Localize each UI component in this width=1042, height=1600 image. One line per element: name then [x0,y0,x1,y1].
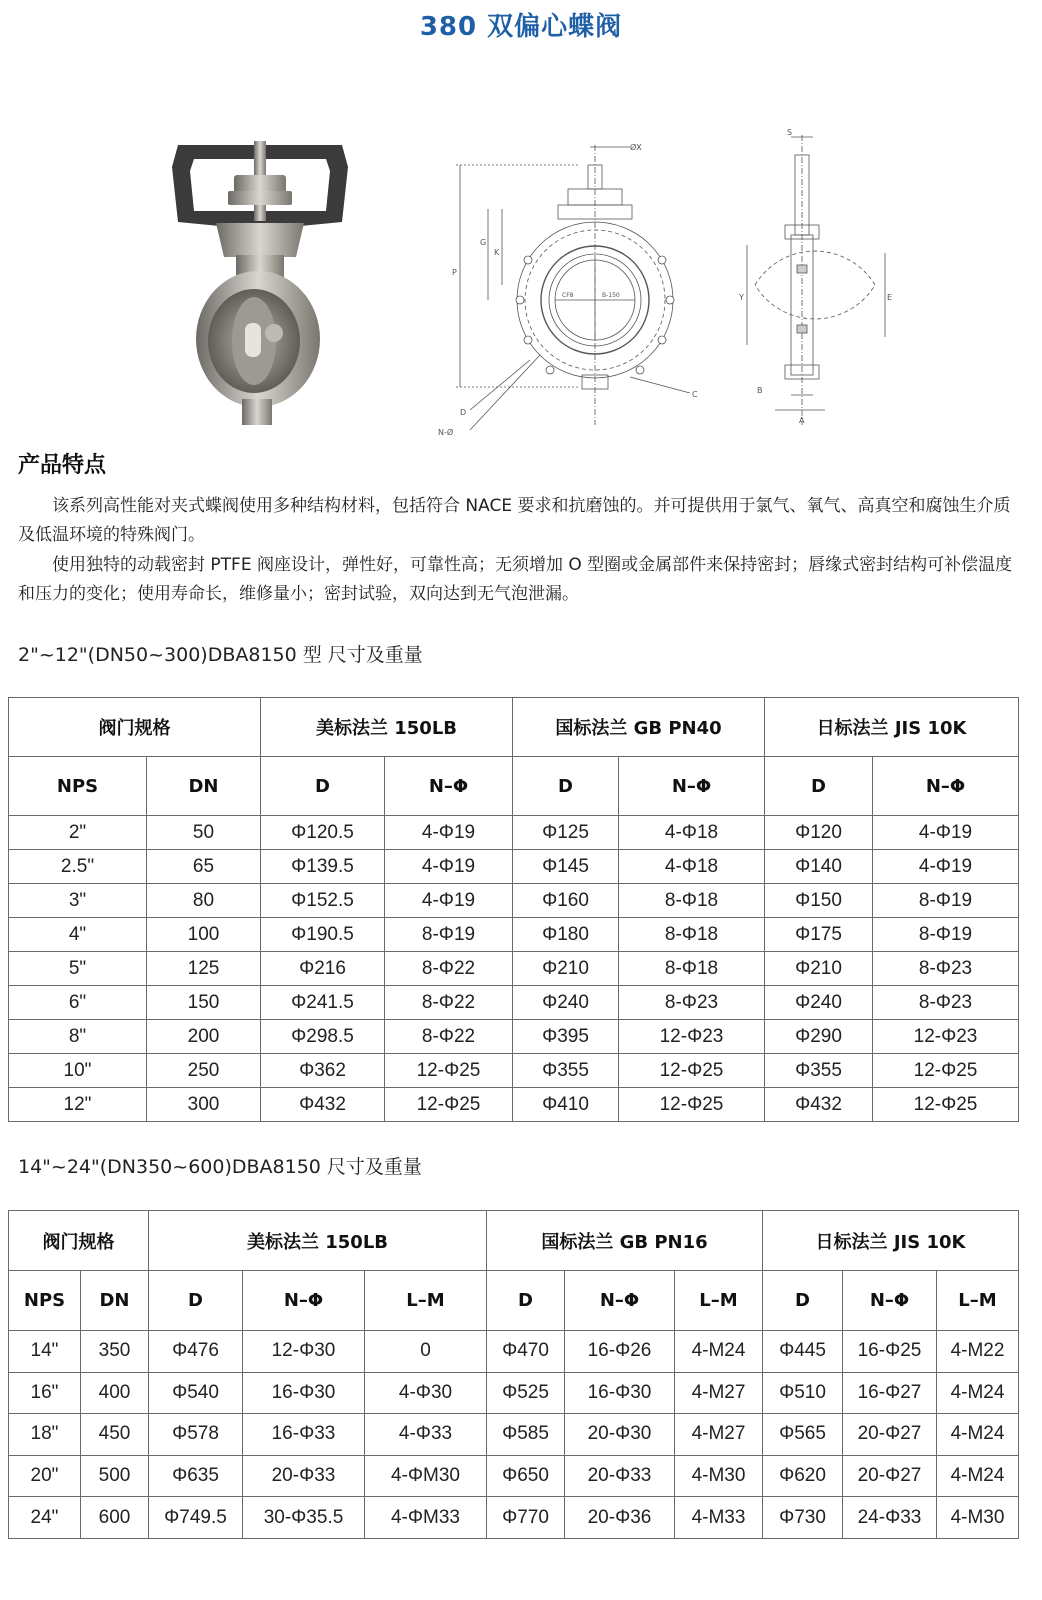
table-cell: Φ180 [513,918,619,952]
table-cell: Φ432 [765,1088,873,1122]
table1-body [9,816,1019,1122]
table-cell: Φ355 [765,1054,873,1088]
svg-text:P: P [452,268,457,277]
table-row [9,986,1019,1020]
column-header: N–Φ [619,757,765,816]
table-cell: 12-Φ25 [873,1088,1019,1122]
table-cell: 20" [9,1455,81,1497]
svg-text:B-150: B-150 [602,292,620,299]
table-cell: 20-Φ33 [565,1455,675,1497]
table-cell: Φ152.5 [261,884,385,918]
table-cell: 24-Φ33 [843,1497,937,1539]
table-cell: 20-Φ27 [843,1414,937,1456]
table-row [9,952,1019,986]
table-cell: Φ175 [765,918,873,952]
group-header: 美标法兰 150LB [261,698,513,757]
group-header: 日标法兰 JIS 10K [763,1211,1019,1271]
table-cell: 16-Φ33 [243,1414,365,1456]
table-cell: 500 [81,1455,149,1497]
table-cell: 12-Φ25 [619,1088,765,1122]
table-cell: 250 [147,1054,261,1088]
group-header: 阀门规格 [9,698,261,757]
table-cell: 4-M27 [675,1372,763,1414]
valve-photo [170,127,350,427]
svg-text:D: D [460,408,467,417]
table-cell: 4-Φ19 [385,850,513,884]
column-header: D [261,757,385,816]
table-cell: 4-Φ19 [385,816,513,850]
svg-text:B: B [757,386,763,395]
table-cell: 4-M22 [937,1331,1019,1373]
table-cell: Φ476 [149,1331,243,1373]
table-cell: Φ139.5 [261,850,385,884]
table2-body [9,1331,1019,1539]
table-cell: 8-Φ19 [873,918,1019,952]
table-row [9,1414,1019,1456]
column-header: D [149,1271,243,1331]
table-cell: Φ362 [261,1054,385,1088]
table-cell: Φ510 [763,1372,843,1414]
table-row [9,850,1019,884]
dimension-table-2 [8,1210,1019,1539]
column-header: N–Φ [243,1271,365,1331]
table2-caption: 14"~24"(DN350~600)DBA8150 尺寸及重量 [18,1156,422,1178]
table-cell: 16-Φ30 [243,1372,365,1414]
table-cell: Φ635 [149,1455,243,1497]
table-cell: 65 [147,850,261,884]
column-header: DN [147,757,261,816]
table-cell: 4-Φ18 [619,850,765,884]
table-cell: Φ160 [513,884,619,918]
table-cell: 4-M24 [937,1372,1019,1414]
table-cell: 0 [365,1331,487,1373]
table-cell: 4-Φ19 [873,816,1019,850]
table-cell: 4-ΦM30 [365,1455,487,1497]
table-cell: Φ540 [149,1372,243,1414]
table-cell: 20-Φ36 [565,1497,675,1539]
table-cell: Φ210 [513,952,619,986]
table-cell: 16-Φ26 [565,1331,675,1373]
table-row [9,1331,1019,1373]
table-row [9,1455,1019,1497]
table-row [9,1020,1019,1054]
table-cell: Φ120.5 [261,816,385,850]
table-cell: 4-Φ19 [873,850,1019,884]
table-cell: 16-Φ30 [565,1372,675,1414]
column-header: D [763,1271,843,1331]
table-row [9,816,1019,850]
svg-text:C: C [692,390,698,399]
table-cell: Φ290 [765,1020,873,1054]
table-cell: 200 [147,1020,261,1054]
table-cell: 2.5" [9,850,147,884]
table-cell: 8-Φ22 [385,986,513,1020]
table-cell: 50 [147,816,261,850]
table-cell: 20-Φ27 [843,1455,937,1497]
svg-text:S: S [787,128,793,137]
table-row [9,1372,1019,1414]
table-row [9,918,1019,952]
table-cell: Φ120 [765,816,873,850]
table1-caption: 2"~12"(DN50~300)DBA8150 型 尺寸及重量 [18,644,423,666]
table-cell: Φ470 [487,1331,565,1373]
table-cell: 100 [147,918,261,952]
table-cell: Φ620 [763,1455,843,1497]
table-cell: 4-Φ19 [385,884,513,918]
column-header: L–M [365,1271,487,1331]
table-cell: Φ445 [763,1331,843,1373]
group-header: 国标法兰 GB PN16 [487,1211,763,1271]
table-cell: 16" [9,1372,81,1414]
table-cell: Φ240 [513,986,619,1020]
column-header: L–M [675,1271,763,1331]
column-header: L–M [937,1271,1019,1331]
table-cell: 4-M30 [937,1497,1019,1539]
column-header: N–Φ [873,757,1019,816]
table-cell: 24" [9,1497,81,1539]
table-cell: 8-Φ18 [619,952,765,986]
table-cell: 4-M30 [675,1455,763,1497]
column-header: DN [81,1271,149,1331]
group-header: 阀门规格 [9,1211,149,1271]
table-cell: 8-Φ22 [385,1020,513,1054]
table-cell: 14" [9,1331,81,1373]
table-cell: 12-Φ25 [619,1054,765,1088]
table-cell: Φ355 [513,1054,619,1088]
table-cell: 12-Φ30 [243,1331,365,1373]
table-cell: Φ298.5 [261,1020,385,1054]
table-cell: 4-ΦM33 [365,1497,487,1539]
table-row [9,884,1019,918]
table-cell: 4-Φ18 [619,816,765,850]
table-cell: Φ565 [763,1414,843,1456]
column-header: D [513,757,619,816]
table-cell: 2" [9,816,147,850]
table-cell: 30-Φ35.5 [243,1497,365,1539]
table-cell: 400 [81,1372,149,1414]
table-cell: 12-Φ23 [873,1020,1019,1054]
side-view-drawing [735,125,895,445]
table-cell: 4-M27 [675,1414,763,1456]
group-header: 日标法兰 JIS 10K [765,698,1019,757]
table-cell: 8" [9,1020,147,1054]
table-cell: 80 [147,884,261,918]
table-cell: Φ585 [487,1414,565,1456]
table-cell: Φ210 [765,952,873,986]
table-cell: 8-Φ22 [385,952,513,986]
table-cell: 8-Φ18 [619,884,765,918]
table-cell: 3" [9,884,147,918]
svg-text:E: E [887,293,893,302]
table-cell: 8-Φ23 [873,986,1019,1020]
table-cell: Φ240 [765,986,873,1020]
svg-text:G: G [480,238,487,247]
table-cell: 4-Φ33 [365,1414,487,1456]
front-view-drawing [430,125,720,445]
group-header: 国标法兰 GB PN40 [513,698,765,757]
table-cell: 6" [9,986,147,1020]
table-cell: 125 [147,952,261,986]
table-cell: Φ410 [513,1088,619,1122]
table-cell: 4-M24 [675,1331,763,1373]
column-header: D [487,1271,565,1331]
table-cell: 12" [9,1088,147,1122]
table-cell: 8-Φ19 [873,884,1019,918]
table-cell: 8-Φ18 [619,918,765,952]
table-cell: 12-Φ23 [619,1020,765,1054]
product-figures [0,115,1042,445]
features-paragraph-1: 该系列高性能对夹式蝶阀使用多种结构材料，包括符合 NACE 要求和抗磨蚀的。并可提供用于氯气、氧气、高真空和腐蚀生介质及低温环境的特殊阀门。 [18,496,1011,545]
table-cell: Φ241.5 [261,986,385,1020]
table-cell: 8-Φ23 [873,952,1019,986]
table-cell: 4" [9,918,147,952]
table-cell: Φ730 [763,1497,843,1539]
table-cell: Φ140 [765,850,873,884]
table-cell: 12-Φ25 [385,1088,513,1122]
table-cell: 16-Φ27 [843,1372,937,1414]
table-row [9,1054,1019,1088]
table-cell: 20-Φ33 [243,1455,365,1497]
features-paragraph-2: 使用独特的动载密封 PTFE 阀座设计，弹性好，可靠性高；无须增加 O 型圈或金属部件来保持密封；唇缘式密封结构可补偿温度和压力的变化；使用寿命长，维修量小；密封试验，双向达到无气泡泄漏。 [18,555,1013,604]
table-cell: Φ525 [487,1372,565,1414]
table-cell: 4-M24 [937,1455,1019,1497]
table-row [9,1088,1019,1122]
column-header: N–Φ [843,1271,937,1331]
column-header: NPS [9,1271,81,1331]
table-cell: Φ190.5 [261,918,385,952]
table-cell: 600 [81,1497,149,1539]
table-cell: Φ749.5 [149,1497,243,1539]
page-title: 380 双偏心蝶阀 [419,12,623,42]
table-cell: 20-Φ30 [565,1414,675,1456]
table-cell: 450 [81,1414,149,1456]
table-cell: 150 [147,986,261,1020]
svg-text:CF8: CF8 [562,292,574,299]
table-cell: Φ650 [487,1455,565,1497]
dimension-table-1 [8,697,1019,1122]
table-cell: Φ216 [261,952,385,986]
table-row [9,1497,1019,1539]
table-cell: Φ125 [513,816,619,850]
column-header: NPS [9,757,147,816]
table-cell: 5" [9,952,147,986]
column-header: D [765,757,873,816]
svg-text:N-Ø: N-Ø [438,428,454,437]
table-cell: 350 [81,1331,149,1373]
table-cell: 18" [9,1414,81,1456]
table-cell: 12-Φ25 [873,1054,1019,1088]
table-cell: 300 [147,1088,261,1122]
column-header: N–Φ [565,1271,675,1331]
table-cell: 4-M33 [675,1497,763,1539]
table-cell: 8-Φ19 [385,918,513,952]
table-cell: Φ145 [513,850,619,884]
svg-text:Y: Y [739,293,744,302]
table-cell: 4-M24 [937,1414,1019,1456]
svg-text:ØX: ØX [630,143,642,152]
column-header: N–Φ [385,757,513,816]
table-cell: Φ150 [765,884,873,918]
table-cell: 16-Φ25 [843,1331,937,1373]
table-cell: 4-Φ30 [365,1372,487,1414]
table-cell: Φ770 [487,1497,565,1539]
group-header: 美标法兰 150LB [149,1211,487,1271]
table-cell: 12-Φ25 [385,1054,513,1088]
table-cell: 10" [9,1054,147,1088]
table-cell: Φ395 [513,1020,619,1054]
table-cell: Φ432 [261,1088,385,1122]
svg-text:K: K [494,248,500,257]
table-cell: Φ578 [149,1414,243,1456]
features-heading: 产品特点 [18,453,107,478]
table-cell: 8-Φ23 [619,986,765,1020]
svg-text:A: A [799,416,805,425]
